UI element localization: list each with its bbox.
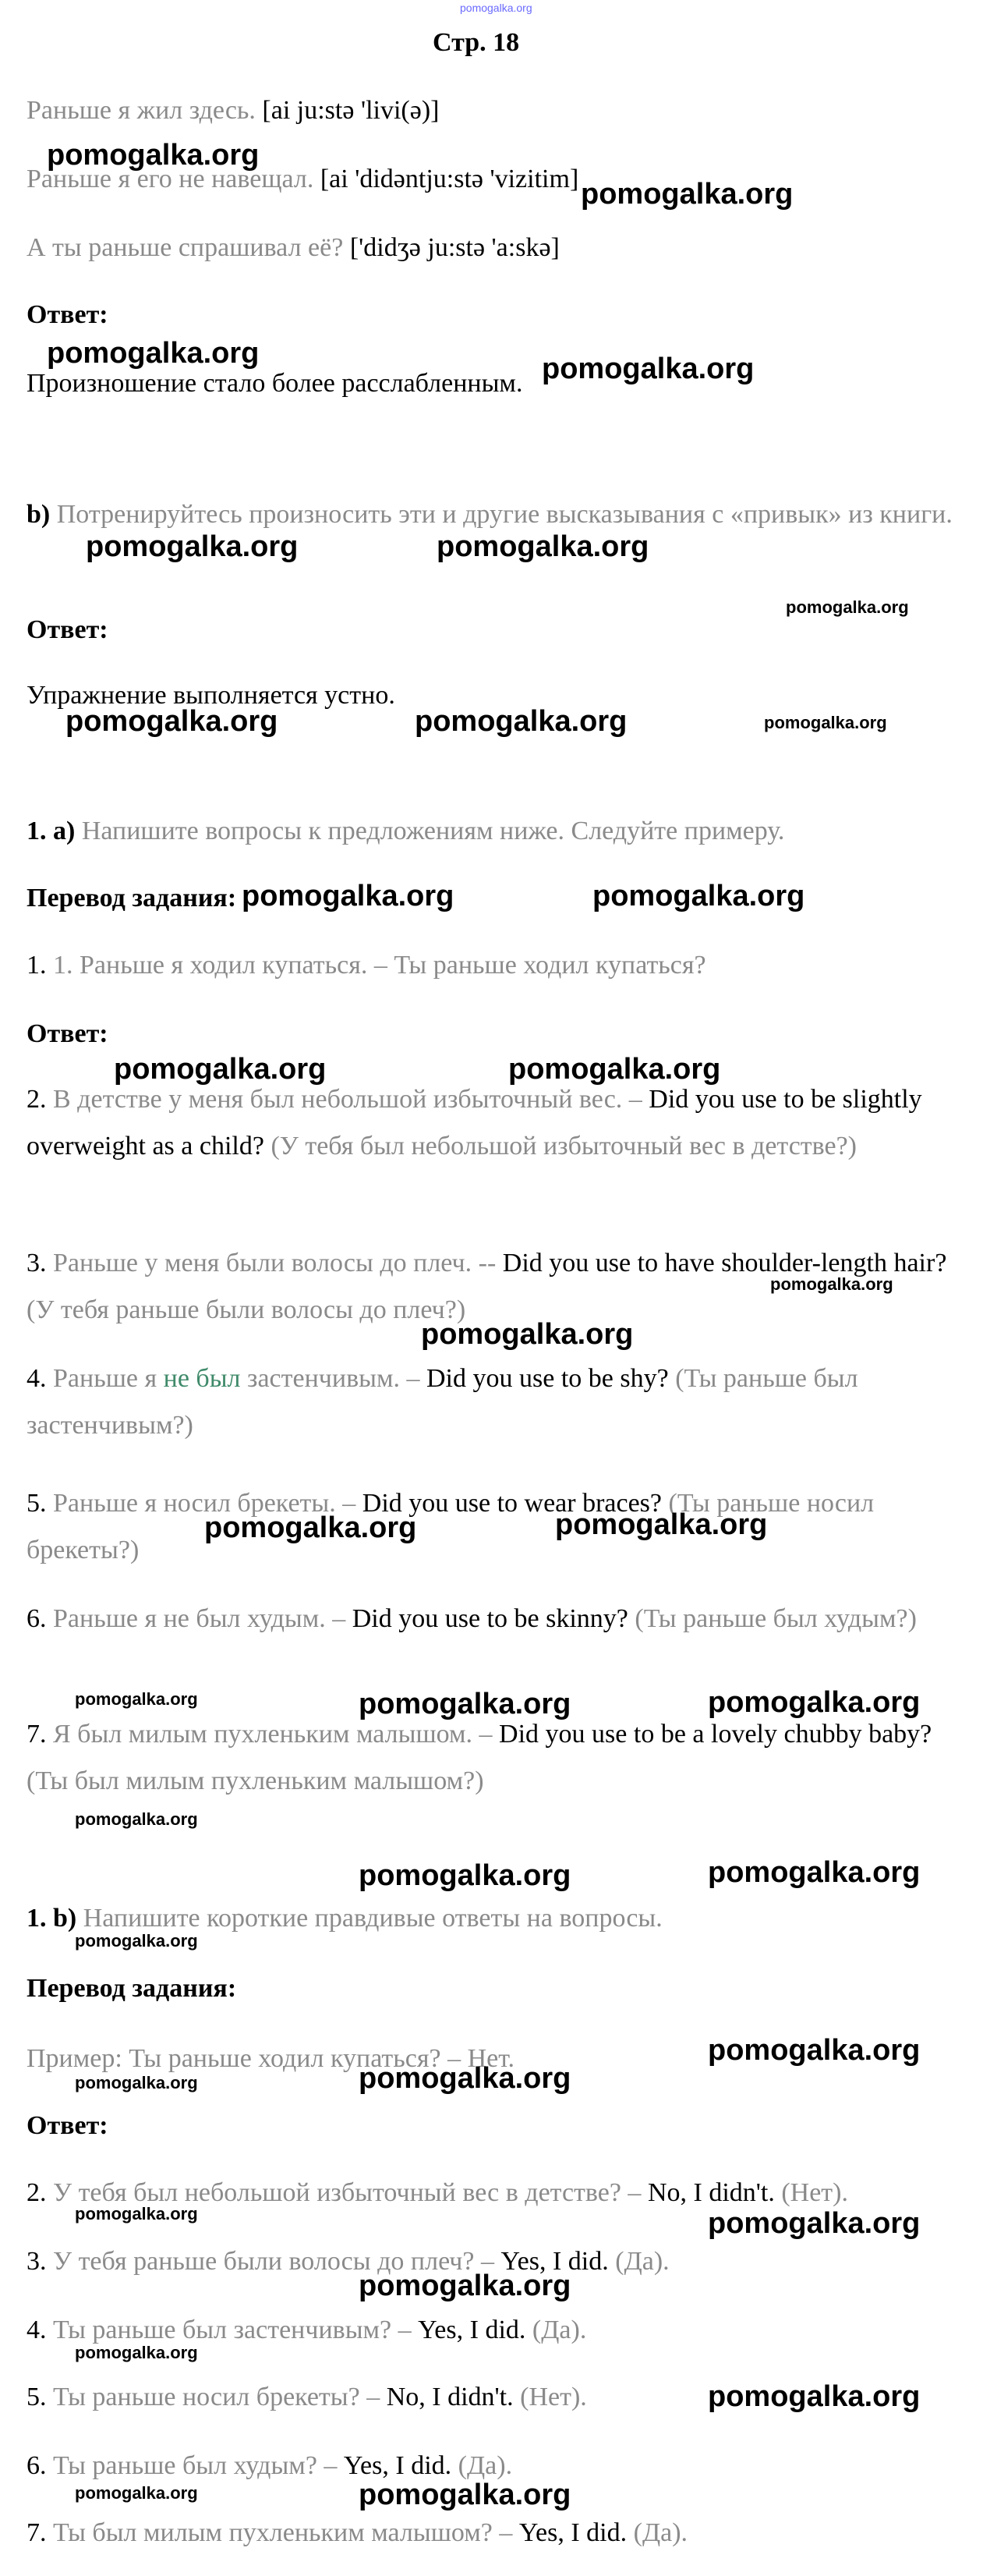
list-item: 5. Раньше я носил брекеты. – Did you use to wear braces? (Ты раньше носил брекеты?) [27, 1489, 875, 1564]
watermark: pomogalka.org [542, 353, 755, 385]
watermark: pomogalka.org [75, 2204, 198, 2223]
example-1a: 1. 1. Раньше я ходил купаться. – Ты раньше ходил купаться? [27, 951, 706, 980]
watermark: pomogalka.org [75, 1809, 198, 1829]
answer-label: Ответ: [27, 615, 108, 644]
watermark: pomogalka.org [581, 178, 794, 211]
answer-oral: Упражнение выполняется устно. [27, 681, 395, 710]
watermark: pomogalka.org [359, 2270, 571, 2302]
watermark: pomogalka.org [47, 337, 260, 370]
list-item: 3. У тебя раньше были волосы до плеч? – Yes, I did. (Да). [27, 2247, 670, 2276]
watermark: pomogalka.org [764, 713, 887, 732]
answer-label: Ответ: [27, 2111, 108, 2140]
site-link[interactable]: pomogalka.org [460, 2, 532, 14]
translation-label: Перевод задания: [27, 884, 237, 912]
page-title: Стр. 18 [433, 28, 520, 57]
task-1a: 1. a) Напишите вопросы к предложениям ниже. Следуйте примеру. [27, 817, 785, 845]
list-item: 7. Я был милым пухленьким малышом. – Did you use to be a lovely chubby baby? (Ты был милым пухленьким малышом?) [27, 1720, 932, 1795]
watermark: pomogalka.org [65, 705, 278, 738]
watermark: pomogalka.org [204, 1511, 417, 1544]
watermark: pomogalka.org [708, 2380, 921, 2413]
watermark: pomogalka.org [75, 1689, 198, 1709]
watermark: pomogalka.org [415, 705, 628, 738]
watermark: pomogalka.org [592, 880, 805, 912]
list-item: 6. Ты раньше был худым? – Yes, I did. (Да). [27, 2451, 513, 2480]
watermark: pomogalka.org [708, 1856, 921, 1889]
watermark: pomogalka.org [770, 1274, 893, 1294]
watermark: pomogalka.org [708, 2207, 921, 2240]
list-item: 4. Ты раньше был застенчивым? – Yes, I did. (Да). [27, 2316, 587, 2344]
list-item: 6. Раньше я не был худым. – Did you use to be skinny? (Ты раньше был худым?) [27, 1604, 917, 1633]
list-item: 3. Раньше у меня были волосы до плеч. -- Did you use to have shoulder-length hair? (У тебя раньше были волосы до плеч?) [27, 1249, 947, 1324]
task-b: b) Потренируйтесь произносить эти и другие высказывания с «привык» из книги. [27, 500, 953, 529]
watermark: pomogalka.org [708, 2034, 921, 2067]
watermark: pomogalka.org [359, 2479, 571, 2511]
watermark: pomogalka.org [508, 1053, 721, 1086]
answer-label: Ответ: [27, 1019, 108, 1048]
watermark: pomogalka.org [75, 2483, 198, 2503]
watermark: pomogalka.org [359, 1859, 571, 1892]
watermark: pomogalka.org [75, 1931, 198, 1951]
watermark: pomogalka.org [437, 530, 649, 563]
intro-line-2: Раньше я его не навещал. [ai 'didəntju:stə 'vizitim] [27, 165, 579, 193]
watermark: pomogalka.org [708, 1686, 921, 1719]
watermark: pomogalka.org [359, 1688, 571, 1720]
list-item: 4. Раньше я не был застенчивым. – Did you use to be shy? (Ты раньше был застенчивым?) [27, 1364, 858, 1440]
list-item: 5. Ты раньше носил брекеты? – No, I didn't. (Нет). [27, 2383, 587, 2411]
answer-pron: Произношение стало более расслабленным. [27, 369, 523, 398]
intro-line-1: Раньше я жил здесь. [ai ju:stə 'livi(ə)] [27, 96, 440, 125]
answer-label: Ответ: [27, 300, 108, 329]
example-1b: Пример: Ты раньше ходил купаться? – Нет. [27, 2044, 515, 2073]
watermark: pomogalka.org [555, 1508, 768, 1541]
list-item: 2. У тебя был небольшой избыточный вес в детстве? – No, I didn't. (Нет). [27, 2178, 848, 2207]
intro-line-3: А ты раньше спрашивал её? ['didʒə ju:stə 'a:skə] [27, 233, 560, 262]
watermark: pomogalka.org [75, 2343, 198, 2362]
watermark: pomogalka.org [75, 2073, 198, 2092]
translation-label: Перевод задания: [27, 1974, 237, 2003]
watermark: pomogalka.org [47, 139, 260, 172]
watermark: pomogalka.org [114, 1053, 327, 1086]
list-item: 7. Ты был милым пухленьким малышом? – Yes, I did. (Да). [27, 2518, 688, 2547]
watermark: pomogalka.org [86, 530, 299, 563]
list-item: 2. В детстве у меня был небольшой избыточный вес. – Did you use to be slightly overweight as a child? (У тебя был небольшой избыточный вес в детстве?) [27, 1085, 922, 1160]
watermark: pomogalka.org [242, 880, 454, 912]
watermark: pomogalka.org [421, 1318, 634, 1351]
watermark: pomogalka.org [359, 2062, 571, 2095]
watermark: pomogalka.org [786, 597, 909, 617]
task-1b: 1. b) Напишите короткие правдивые ответы на вопросы. [27, 1904, 663, 1933]
